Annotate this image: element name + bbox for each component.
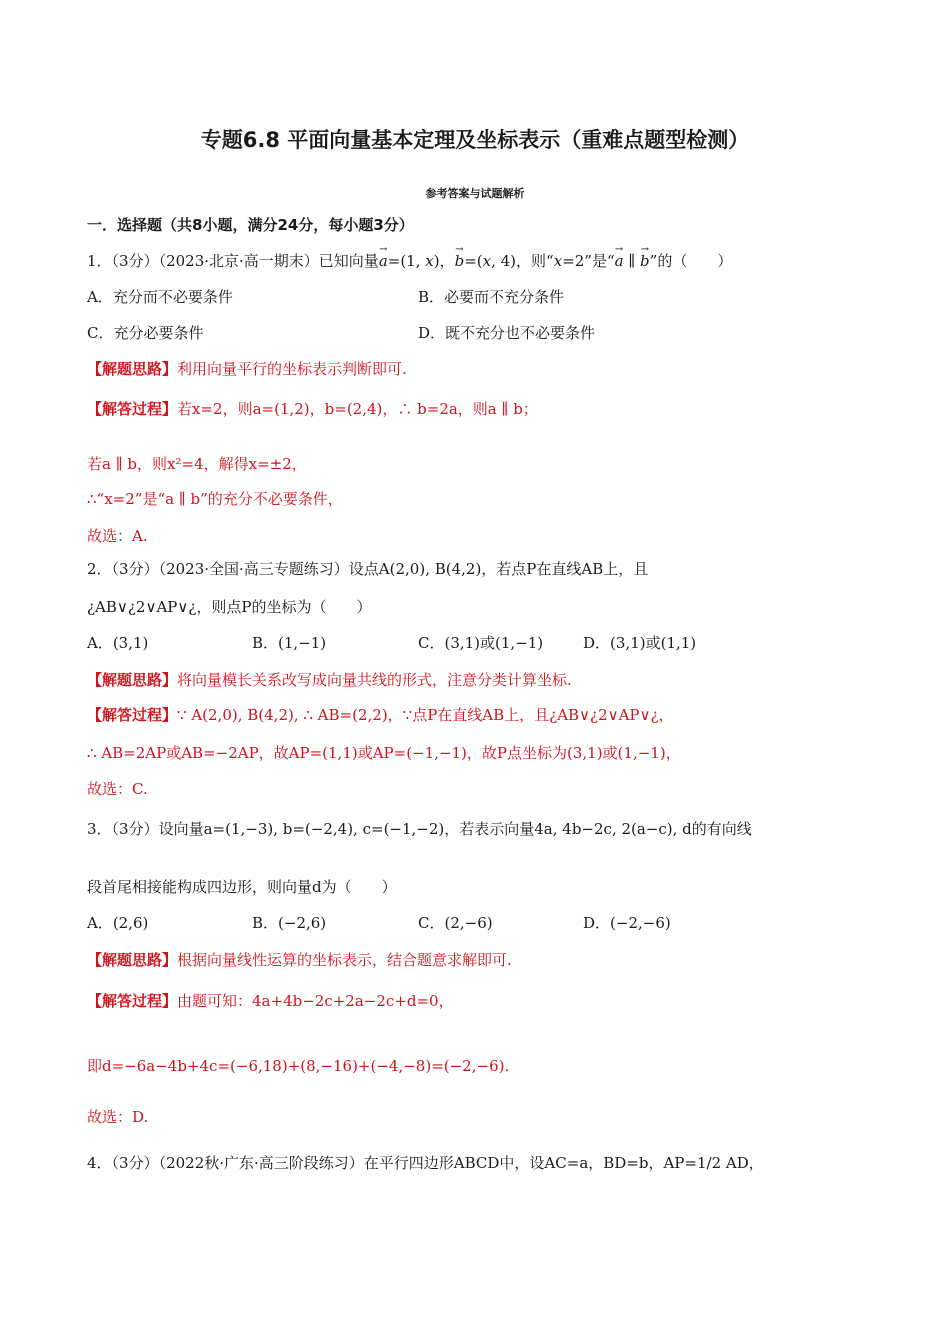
- q3-solution-1: 【解答过程】由题可知：4a+4b−2c+2a−2c+d=0，: [87, 992, 454, 1010]
- q1-analysis: 【解题思路】利用向量平行的坐标表示判断即可.: [87, 360, 407, 378]
- q2-solution-1: 【解答过程】∵ A(2,0), B(4,2), ∴ AB=(2,2)，∵点P在直线AB上，且¿AB∨¿2∨AP∨¿，: [87, 706, 674, 724]
- q3-option-d: D．(−2,−6): [583, 914, 671, 932]
- q3-solution-2: 即d=−6a−4b+4c=(−6,18)+(8,−16)+(−4,−8)=(−2,−6).: [87, 1057, 510, 1075]
- q1-solution-2: 若a ∥ b，则x²=4，解得x=±2，: [87, 455, 307, 473]
- q2-option-b: B．(1,−1): [252, 634, 327, 652]
- section-heading: 一．选择题（共8小题，满分24分，每小题3分）: [87, 216, 414, 234]
- q3-option-a: A．(2,6): [87, 914, 149, 932]
- q2-stem: 2．（3分）（2023·全国·高三专题练习）设点A(2,0), B(4,2)，若点P在直线AB上，且: [87, 560, 649, 578]
- q1-option-a: A．充分而不必要条件: [87, 288, 233, 306]
- q1-option-b: B．必要而不充分条件: [418, 288, 565, 306]
- page-subtitle: 参考答案与试题解析: [425, 187, 525, 200]
- q1-option-c: C．充分必要条件: [87, 324, 204, 342]
- q2-option-a: A．(3,1): [87, 634, 149, 652]
- page-title: 专题6.8 平面向量基本定理及坐标表示（重难点题型检测）: [200, 128, 750, 152]
- q2-solution-2: ∴ AB=2AP或AB=−2AP，故AP=(1,1)或AP=(−1,−1)，故P点坐标为(3,1)或(1,−1)，: [87, 744, 681, 762]
- q2-stem-2: ¿AB∨¿2∨AP∨¿，则点P的坐标为（ ）: [87, 598, 372, 616]
- q1-answer: 故选：A.: [87, 527, 148, 545]
- q2-answer: 故选：C.: [87, 780, 148, 798]
- q2-analysis: 【解题思路】将向量模长关系改写成向量共线的形式，注意分类计算坐标.: [87, 671, 572, 689]
- q3-stem: 3．（3分）设向量a=(1,−3), b=(−2,4), c=(−1,−2)，若表示向量4a, 4b−2c, 2(a−c), d的有向线: [87, 820, 752, 838]
- q1-solution-3: ∴“x=2”是“a ∥ b”的充分不必要条件，: [87, 490, 343, 508]
- q1-option-d: D．既不充分也不必要条件: [418, 324, 596, 342]
- q3-option-b: B．(−2,6): [252, 914, 327, 932]
- q2-option-c: C．(3,1)或(1,−1): [418, 634, 544, 652]
- q1-stem: 1．（3分）（2023·北京·高一期末）已知向量→ a=(1, x)，→ b=(x, 4)，则“x=2”是“→ a ∥ → b”的（ ）: [87, 250, 732, 272]
- q3-stem-2: 段首尾相接能构成四边形，则向量d为（ ）: [87, 878, 397, 896]
- q3-analysis: 【解题思路】根据向量线性运算的坐标表示，结合题意求解即可.: [87, 951, 512, 969]
- q1-solution-1: 【解答过程】若x=2，则a=(1,2)，b=(2,4)，∴ b=2a，则a ∥ b；: [87, 400, 538, 418]
- q3-answer: 故选：D.: [87, 1108, 149, 1126]
- q2-option-d: D．(3,1)或(1,1): [583, 634, 697, 652]
- q3-option-c: C．(2,−6): [418, 914, 493, 932]
- q4-stem: 4．（3分）（2022秋·广东·高三阶段练习）在平行四边形ABCD中，设AC=a，BD=b，AP=1/2 AD，: [87, 1154, 764, 1172]
